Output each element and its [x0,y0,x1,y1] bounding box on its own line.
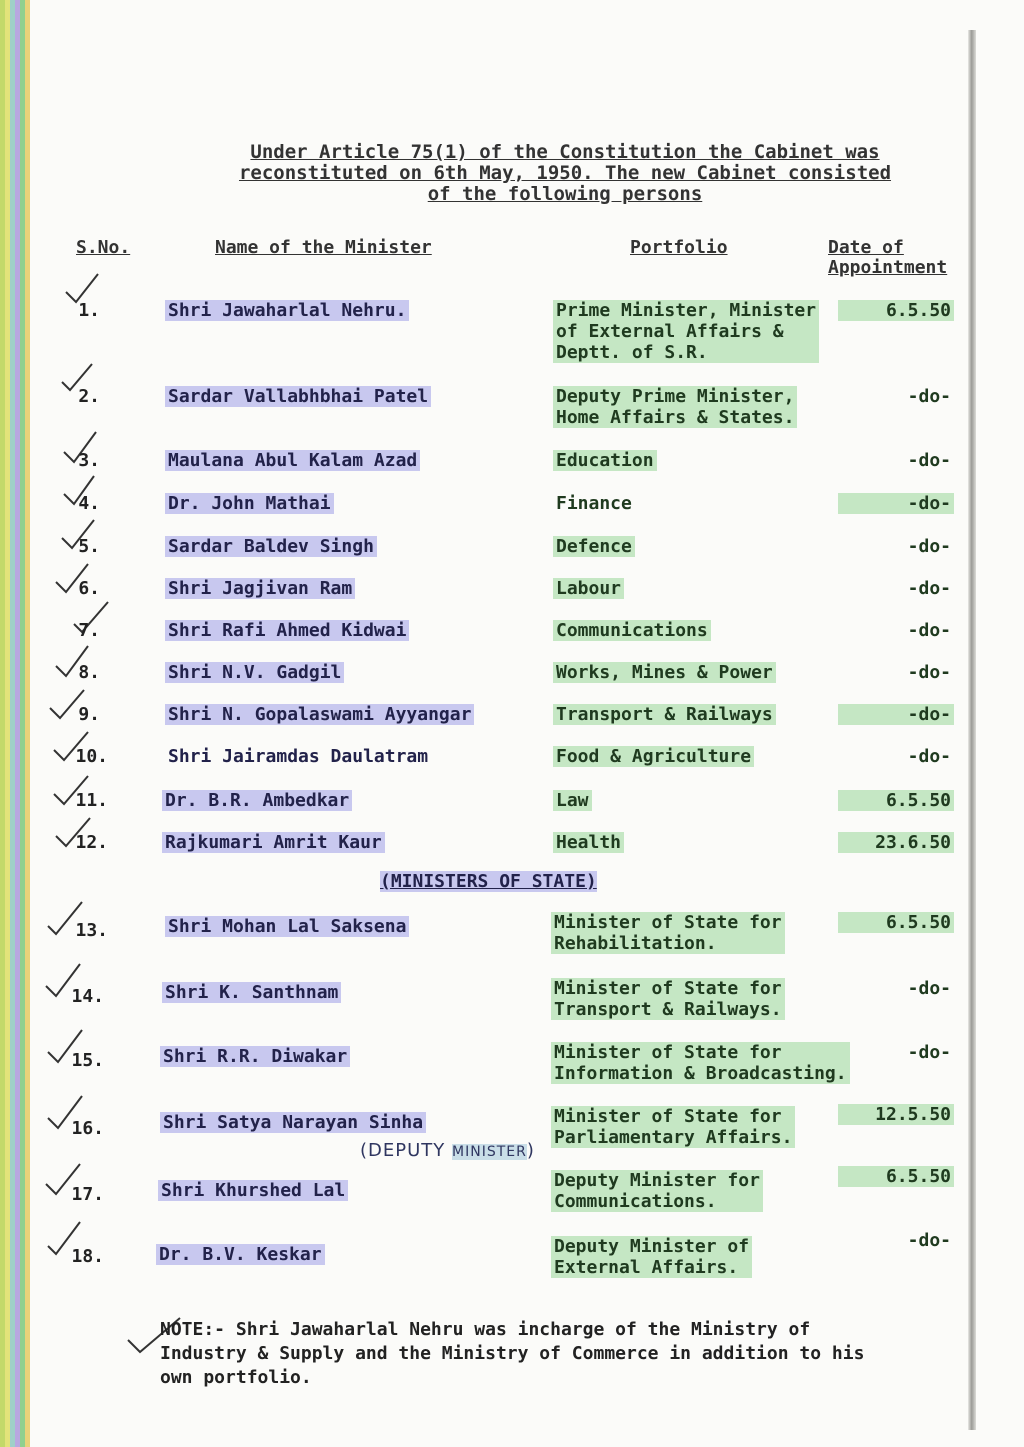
minister-name: Shri Satya Narayan Sinha [160,1112,426,1133]
portfolio: Minister of State for Information & Broadcasting. [551,1042,850,1084]
appointment-date: -do- [907,1042,951,1063]
minister-name: Shri Jagjivan Ram [165,578,355,599]
portfolio: Deputy Minister for Communications. [551,1170,763,1212]
row-sno: 12. [75,832,108,853]
portfolio: Law [553,790,592,811]
minister-name: Shri K. Santhnam [162,982,341,1003]
portfolio: Minister of State for Rehabilitation. [551,912,785,954]
minister-name: Shri Jairamdas Daulatram [168,746,429,767]
row-sno: 3. [78,450,100,471]
minister-name: Dr. B.R. Ambedkar [162,790,352,811]
minister-name: Dr. John Mathai [165,493,334,514]
portfolio: Works, Mines & Power [553,662,776,683]
portfolio: Deputy Prime Minister, Home Affairs & States. [553,386,797,428]
row-sno: 17. [71,1184,104,1205]
row-sno: 16. [71,1118,104,1139]
row-sno: 18. [71,1246,104,1267]
appointment-date: -do- [838,493,954,514]
portfolio: Minister of State for Transport & Railways. [551,978,785,1020]
portfolio: Communications [553,620,711,641]
appointment-date: -do- [907,662,951,683]
appointment-date: -do- [907,620,951,641]
document-heading: Under Article 75(1) of the Constitution the Cabinet was reconstituted on 6th May, 1950. The new Cabinet consisted of the following persons [238,141,892,205]
portfolio: Prime Minister, Minister of External Affairs & Deptt. of S.R. [553,300,819,363]
minister-name: Shri Jawaharlal Nehru. [165,300,409,321]
minister-name: Shri Mohan Lal Saksena [165,916,409,937]
row-sno: 14. [71,986,104,1007]
row-sno: 4. [78,493,100,514]
column-header-date: Date of Appointment [828,237,948,278]
minister-name: Shri Rafi Ahmed Kidwai [165,620,409,641]
scanner-color-strip [0,0,30,1447]
appointment-date: -do- [907,746,951,767]
appointment-date: -do- [907,386,951,407]
row-sno: 10. [75,746,108,767]
appointment-date: 6.5.50 [838,912,954,933]
column-header-name: Name of the Minister [215,237,432,258]
appointment-date: 6.5.50 [838,300,954,321]
row-sno: 7. [78,620,100,641]
portfolio: Education [553,450,657,471]
portfolio: Transport & Railways [553,704,776,725]
row-sno: 1. [78,300,100,321]
minister-name: Shri R.R. Diwakar [160,1046,350,1067]
minister-name: Shri Khurshed Lal [158,1180,348,1201]
row-sno: 11. [75,790,108,811]
portfolio: Defence [553,536,635,557]
appointment-date: -do- [907,1230,951,1251]
row-sno: 13. [75,920,108,941]
column-header-sno: S.No. [76,237,131,258]
appointment-date: 6.5.50 [838,1166,954,1187]
appointment-date: -do- [907,536,951,557]
minister-name: Maulana Abul Kalam Azad [165,450,420,471]
appointment-date: 23.6.50 [838,832,954,853]
portfolio: Minister of State for Parliamentary Affairs. [551,1106,795,1148]
portfolio: Health [553,832,624,853]
handwritten-annotation: (DEPUTY MINISTER) [360,1140,535,1161]
page-edge [968,30,976,1430]
minister-name: Shri N.V. Gadgil [165,662,344,683]
row-sno: 2. [78,386,100,407]
minister-name: Sardar Vallabhbhai Patel [165,386,431,407]
portfolio: Finance [556,493,632,514]
row-sno: 9. [78,704,100,725]
portfolio: Labour [553,578,624,599]
minister-name: Rajkumari Amrit Kaur [162,832,385,853]
row-sno: 6. [78,578,100,599]
footnote: NOTE:- Shri Jawaharlal Nehru was incharge of the Ministry of Industry & Supply and the Ministry of Commerce in addition to his own portfolio. [160,1319,865,1388]
row-sno: 15. [71,1050,104,1071]
section-subheading: (MINISTERS OF STATE) [380,871,597,892]
appointment-date: -do- [907,978,951,999]
row-sno: 5. [78,536,100,557]
portfolio: Deputy Minister of External Affairs. [551,1236,752,1278]
appointment-date: -do- [907,578,951,599]
row-sno: 8. [78,662,100,683]
appointment-date: 6.5.50 [838,790,954,811]
column-header-portfolio: Portfolio [630,237,728,258]
appointment-date: -do- [838,704,954,725]
minister-name: Dr. B.V. Keskar [156,1244,325,1265]
portfolio: Food & Agriculture [553,746,754,767]
appointment-date: 12.5.50 [838,1104,954,1125]
appointment-date: -do- [907,450,951,471]
minister-name: Shri N. Gopalaswami Ayyangar [165,704,474,725]
minister-name: Sardar Baldev Singh [165,536,377,557]
